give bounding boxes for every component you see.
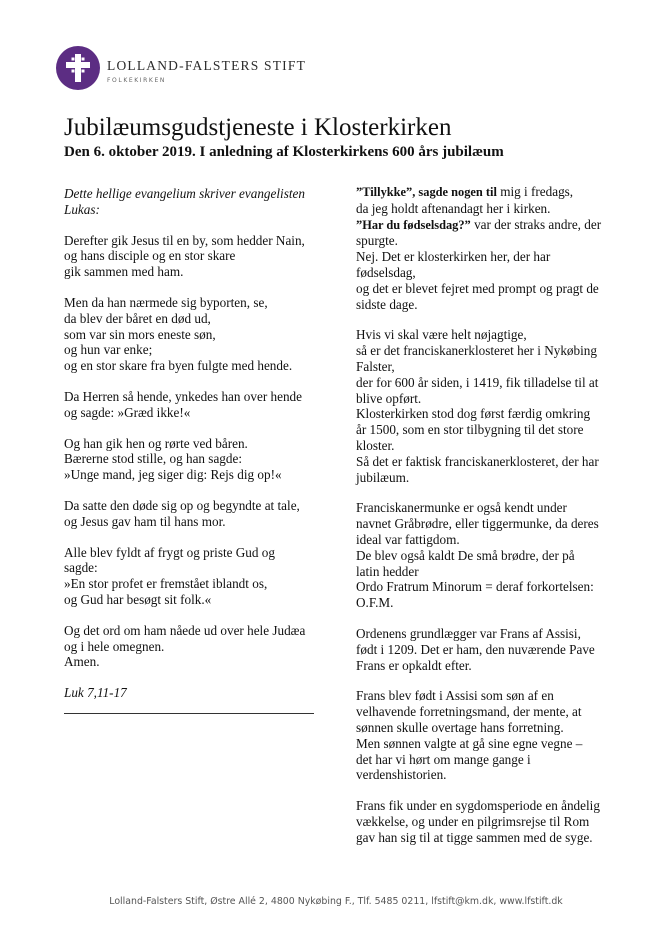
gospel-paragraph [64,623,326,670]
text-line: og sagde: »Græd ikke!« [64,404,191,420]
text-line [356,184,618,201]
sermon-paragraph [356,327,618,485]
text-line: vækkelse, og under en pilgrimsrejse til Rom [356,813,590,829]
text-line: og det er blevet fejret med prompt og pragt de [356,280,599,296]
text-line: født i 1209. Det er ham, den nuværende Pave [356,641,595,657]
text-line: Frans er opkaldt efter. [356,657,472,673]
text-line: Ordo Fratrum Minorum = deraf forkortelsen: [356,579,594,595]
text-line: verdenshistorien. [356,767,447,783]
text-line: sønnen skulle overtage hans forretning. [356,719,564,735]
gospel-intro [64,186,326,218]
text-line: Og det ord om ham nåede ud over hele Judæa [64,622,306,638]
text-line: så er det franciskanerklosteret her i Nykøbing [356,343,597,359]
text-line: Frans blev født i Assisi som søn af en [356,688,554,704]
text-line: Bærerne stod stille, og han sagde: [64,451,242,467]
text-line: og hun var enke; [64,342,153,358]
text-line: latin hedder [356,563,419,579]
text-line: Men sønnen valgte at gå sine egne vegne – [356,735,583,751]
text-line: Hvis vi skal være helt nøjagtige, [356,327,527,343]
page-subtitle: Den 6. oktober 2019. I anledning af Klosterkirkens 600 års jubilæum [64,144,504,160]
text-line: navnet Gråbrødre, eller tiggermunke, da deres [356,516,599,532]
quote-bold: ”Har du fødselsdag?” [356,217,471,232]
text-line: sagde: [64,560,98,576]
text-line: Lukas: [64,201,100,217]
gospel-paragraph [64,233,326,280]
text-line: der for 600 år siden, i 1419, fik tilladelse til at [356,374,599,390]
text-line: Nej. Det er klosterkirken her, der har [356,249,551,265]
sermon-paragraph [356,798,618,845]
text-line: gav han sig til at tigge sammen med de syge. [356,829,593,845]
text-line: Franciskanermunke er også kendt under [356,500,567,516]
text-fragment: mig i fredags, [496,184,574,199]
text-line: Klosterkirken stod dog først færdig omkring [356,406,591,422]
gospel-paragraph [64,498,326,530]
text-line: blive opført. [356,390,422,406]
text-line: spurgte. [356,233,398,249]
gospel-paragraph [64,545,326,608]
text-line: De blev også kaldt De små brødre, der på [356,547,575,563]
text-line: Frans fik under en sygdomsperiode en åndelig [356,798,600,814]
text-line: Dette hellige evangelium skriver evangelisten [64,186,305,201]
text-line: som var sin mors eneste søn, [64,326,216,342]
text-line: velhavende forretningsmand, der mente, at [356,704,582,720]
text-line [356,217,618,234]
org-subtitle: FOLKEKIRKEN [107,77,166,84]
text-line: Alle blev fyldt af frygt og priste Gud og [64,544,275,560]
cross-in-circle-icon [56,46,100,90]
sermon-paragraph [356,626,618,673]
text-line: kloster. [356,437,395,453]
gospel-paragraph [64,436,326,483]
text-line: gik sammen med ham. [64,264,184,280]
text-line: og en stor skare fra byen fulgte med hende. [64,358,293,374]
text-line: »Unge mand, jeg siger dig: Rejs dig op!« [64,467,282,483]
text-line: O.F.M. [356,595,394,611]
text-line: Amen. [64,654,100,670]
text-line: Men da han nærmede sig byporten, se, [64,294,268,310]
page-footer: Lolland-Falsters Stift, Østre Allé 2, 4800 Nykøbing F., Tlf. 5485 0211, lfstift@km.dk, www.lfstift.dk [109,896,563,907]
sermon-paragraph [356,500,618,611]
text-line: Ordenens grundlægger var Frans af Assisi, [356,625,581,641]
org-name: LOLLAND-FALSTERS STIFT [107,58,307,73]
sermon-column [356,184,618,860]
text-line: ideal var fattigdom. [356,531,460,547]
page-title: Jubilæumsgudstjeneste i Klosterkirken [64,114,452,141]
gospel-column [64,186,326,714]
text-line: Og han gik hen og rørte ved båren. [64,435,248,451]
text-line: Da satte den døde sig op og begyndte at tale, [64,497,300,513]
sermon-paragraph [356,688,618,783]
text-line: og Jesus gav ham til hans mor. [64,513,226,529]
text-line: Så det er faktisk franciskanerklosteret, der har [356,453,599,469]
text-line: Falster, [356,358,395,374]
text-line: da blev der båret en død ud, [64,310,211,326]
gospel-paragraph [64,389,326,421]
scripture-reference: Luk 7,11-17 [64,685,127,701]
text-line: jubilæum. [356,469,410,485]
sermon-paragraph [356,184,618,312]
text-line: fødselsdag, [356,264,416,280]
text-line: Derefter gik Jesus til en by, som hedder Nain, [64,232,305,248]
text-line: sidste dage. [356,296,418,312]
text-line: da jeg holdt aftenandagt her i kirken. [356,200,551,216]
text-line: og i hele omegnen. [64,638,165,654]
text-line: »En stor profet er fremstået iblandt os, [64,576,268,592]
text-line: og Gud har besøgt sit folk.« [64,591,212,607]
text-line: Da Herren så hende, ynkedes han over hende [64,388,303,404]
text-line: år 1500, som en stor tilbygning til det store [356,422,584,438]
gospel-paragraph [64,295,326,374]
divider [64,713,314,714]
text-line: det har vi hørt om mange gange i [356,751,531,767]
text-line: og hans disciple og en stor skare [64,248,236,264]
quote-bold: ”Tillykke”, sagde nogen til [356,185,497,199]
text-fragment: var der straks andre, der [470,216,602,232]
